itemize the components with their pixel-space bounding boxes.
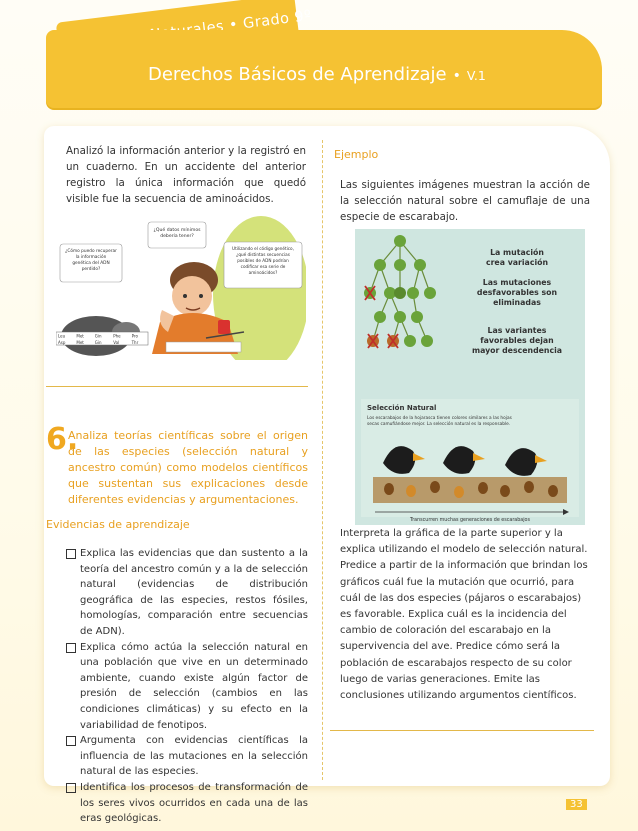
evidence-item [66,640,308,734]
checkbox-icon [66,549,76,559]
leaf-litter [373,477,567,503]
label-unfavorable: Las mutaciones desfavorables son eliminadas [476,278,558,307]
intro-paragraph: Analizó la información anterior y la registró en un cuaderno. En un accidente del anterior registro la única información que quedó visible fue la secuencia de aminoácidos. [66,145,306,205]
evidence-item [66,546,308,640]
evidence-item [66,733,308,780]
checkbox-icon [66,643,76,653]
label-favorable: Las variantes favorables dejan mayor descendencia [471,326,563,355]
cup [218,320,230,334]
amino-cell: Gin [94,333,102,339]
column-divider [322,140,323,780]
evidence-text: Explica las evidencias que dan sustento a la teoría del ancestro común y a la de selección natural (evidencias de distribución geográfica de las especies, restos fósiles, homologías, comparación entre secuencias de ADN). [80,548,308,637]
panel-title: Selección Natural [367,404,437,412]
evidence-text: Argumenta con evidencias científicas la influencia de las mutaciones en la selección natural de las especies. [80,735,308,778]
section-number: 6. [46,422,79,457]
natural-selection-diagram [355,229,585,525]
svg-text:Utilizando el código genético,: Utilizando el código genético, ¿qué distintas secuencias posibles de ADN podrían codificar esa serie de aminoácidos? [232,246,294,275]
example-intro: Las siguientes imágenes muestran la acción de la selección natural sobre el camuflaje de una especie de escarabajo. [340,179,590,223]
task-paragraph: Interpreta la gráfica de la parte superior y la explica utilizando el modelo de selección natural. Predice a partir de la información que brindan los gráficos cuál fue la mutación que ocurrió, para cuál de las dos especies (pájaros o escarabajos) es favorable. Explica cuál es la incidencia del cambio de coloración del escarabajo en la supervivencia del ave. Predice cómo será la población de escarabajos respecto de su color luego de varias generaciones. Emite las conclusiones utilizando argumentos científicos. [340,528,588,702]
title-separator: • [452,68,461,84]
section-title: Analiza teorías científicas sobre el origen de las especies (selección natural y ancestro común) como modelos científicos que sustentan sus explicaciones desde diferentes evidencias y argumentaciones. [68,429,308,506]
evidence-text: Explica cómo actúa la selección natural en una población que vive en un determinado ambiente, cuando existe algún factor de presión de selección (cambios en las condiciones climáticas) y su efecto en la variabilidad de fenotipos. [80,641,308,731]
amino-cell: Met [76,333,84,339]
svg-text:¿Qué datos mínimosdebería tene: ¿Qué datos mínimos debería tener? [153,228,201,239]
amino-cell: Val [113,340,120,345]
evidences-list [66,546,308,827]
evidences-heading: Evidencias de aprendizaje [46,518,190,531]
label-mutation: La mutación crea variación [485,248,549,267]
page-title [148,64,486,85]
title-text: Derechos Básicos de Aprendizaje [148,64,447,85]
section-divider [46,386,308,387]
diagram-caption: Transcurren muchas generaciones de escarabajos [409,518,531,523]
right-divider [330,730,594,731]
evidence-item [66,780,308,827]
amino-cell: Leu [58,333,66,339]
evidence-text: Identifica los procesos de transformación de los seres vivos ocurridos en cada una de las eras geológicas. [80,781,308,825]
amino-cell: Thr [131,340,139,345]
checkbox-icon [66,783,76,793]
boy-thinking-illustration [56,214,306,360]
svg-text:¿Cómo puedo recuperarla inform: ¿Cómo puedo recuperar la información genética del ADN perdido? [65,249,117,272]
amino-cell: Met [76,340,84,345]
page-number: 33 [566,799,587,810]
checkbox-icon [66,736,76,746]
example-heading: Ejemplo [334,148,379,161]
panel-text: Los escarabajos de la hojarasca tienen colores similares a las hojas secas camufiándose mejor. La selección natural es la responsable. [367,416,512,427]
amino-cell: Asp [58,340,66,345]
birds [383,446,547,476]
notebook [166,342,241,352]
amino-acid-table [56,332,148,345]
version-label: V.1 [466,68,486,83]
amino-cell: Gin [94,340,102,345]
amino-cell: Pro [131,333,138,339]
amino-cell: Phe [113,333,121,339]
